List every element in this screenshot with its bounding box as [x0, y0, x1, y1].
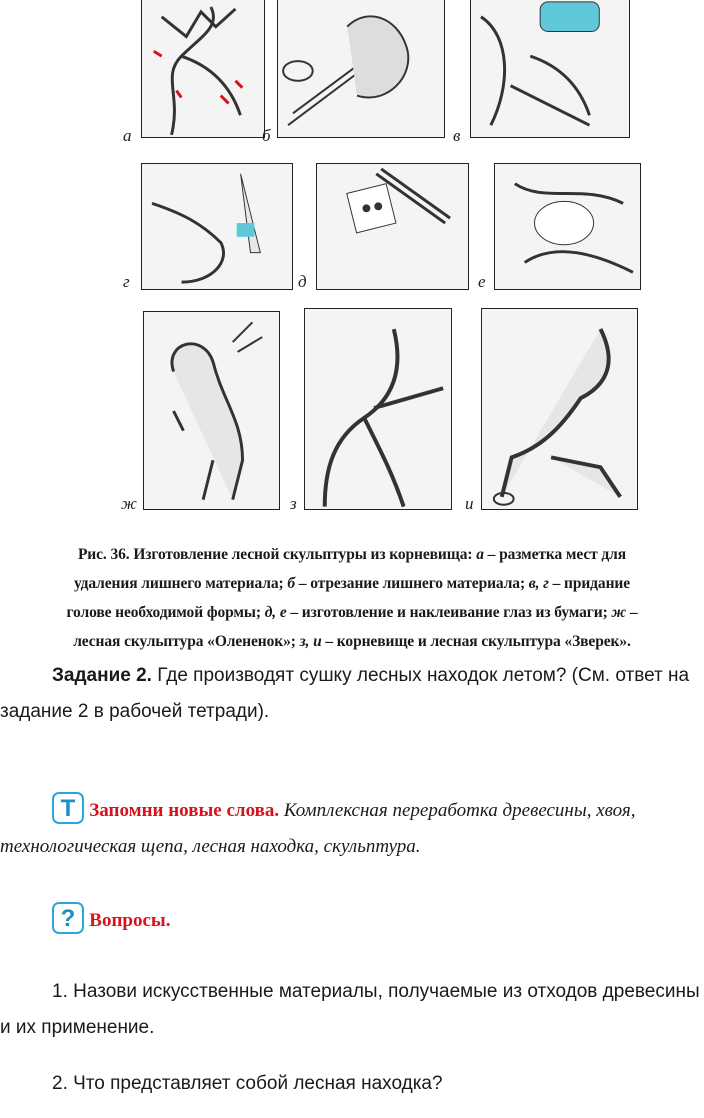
caption-line: удаления лишнего материала; б – отрезание лишнего материала; в, г – придание [73, 575, 631, 592]
task-2 [0, 658, 704, 730]
question-1-text: 1. Назови искусственные материалы, получаемые из отходов древесины [52, 981, 700, 1002]
question-1 [0, 974, 704, 1046]
figure-panel-z [304, 308, 452, 510]
panel-label-e: е [478, 272, 486, 291]
figure-panel-b [277, 0, 445, 138]
new-words-title: Запомни новые слова. [89, 800, 280, 821]
panel-label-g: г [123, 272, 130, 291]
figure-panel-v [470, 0, 630, 138]
task-2-text-cont: задание 2 в рабочей тетради). [0, 701, 270, 722]
caption-line: Рис. 36. Изготовление лесной скульптуры из корневища: а – разметка мест для [77, 546, 627, 563]
figure-panel-e [494, 163, 641, 290]
caption-line: лесная скульптура «Олененок»; з, и – корневище и лесная скульптура «Зверек». [73, 633, 631, 650]
question-1-text-cont: и их применение. [0, 1017, 155, 1038]
question-2 [0, 1066, 704, 1102]
figure-panel-g [141, 163, 293, 290]
new-words-text: Комплексная переработка древесины, хвоя, [279, 800, 636, 821]
figure-panel-a [141, 0, 265, 138]
questions-title: Вопросы. [89, 910, 171, 931]
task-2-label: Задание 2. [52, 665, 152, 686]
figure-panel-i [481, 308, 638, 510]
caption-line: голове необходимой формы; д, е – изготовление и наклеивание глаз из бумаги; ж – [66, 604, 638, 621]
panel-label-b: б [262, 126, 271, 145]
task-2-text: Где производят сушку лесных находок летом? (См. ответ на [151, 665, 690, 686]
panel-label-i: и [465, 494, 474, 513]
t-icon: Т [52, 792, 84, 824]
questions-section [0, 902, 704, 939]
new-words-section [0, 792, 704, 865]
panel-label-d: д [298, 272, 307, 291]
panel-label-zh: ж [121, 494, 137, 513]
new-words-text-cont: технологическая щепа, лесная находка, скульптура. [0, 836, 421, 857]
figure-caption [0, 540, 704, 656]
question-icon: ? [52, 902, 84, 934]
question-2-text: 2. Что представляет собой лесная находка? [52, 1073, 443, 1094]
figure-panel-d [316, 163, 469, 290]
figure-panel-zh [143, 311, 280, 510]
panel-label-v: в [453, 126, 461, 145]
panel-label-a: а [123, 126, 132, 145]
panel-label-z: з [290, 494, 297, 513]
